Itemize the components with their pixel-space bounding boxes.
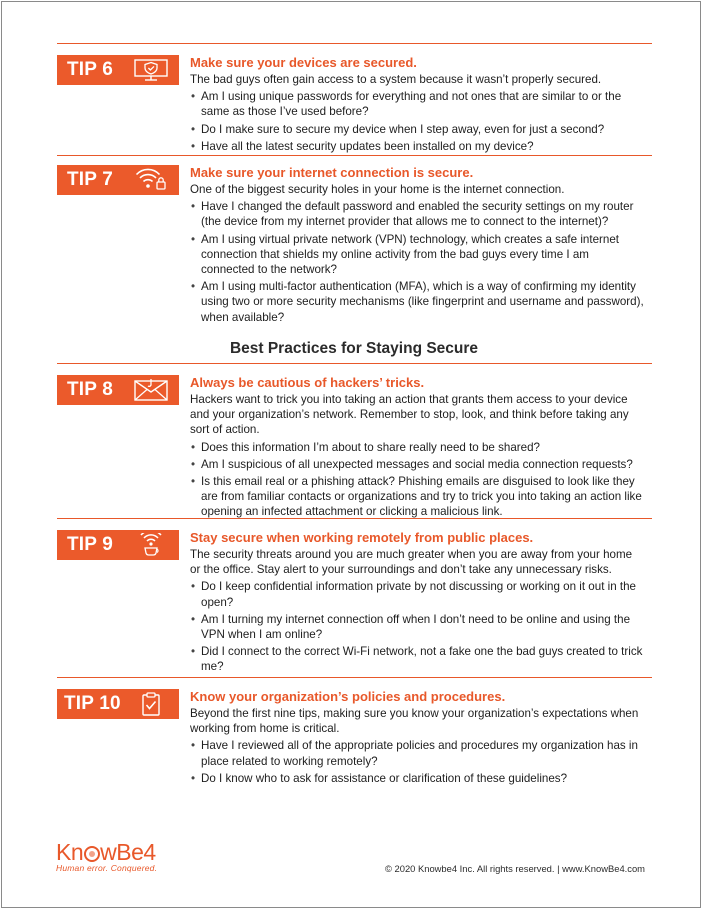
list-item: • Do I keep confidential information private by not discussing or working on it out in the open?: [190, 579, 645, 609]
list-item: • Do I know who to ask for assistance or clarification of these guidelines?: [190, 771, 645, 786]
divider: [57, 518, 652, 519]
wifi-lock-icon: [133, 168, 169, 192]
list-item: • Am I using unique passwords for everything and not ones that are similar to or the same as those I’ve used before?: [190, 89, 645, 119]
tip-badge-label: TIP 10: [64, 693, 121, 714]
tip-badge: [57, 55, 179, 85]
list-item: • Am I using virtual private network (VPN) technology, which creates a safe internet connection that shields my online activity from the bad guys every time I am connected to the network?: [190, 232, 645, 278]
list-item: • Did I connect to the correct Wi-Fi network, not a fake one the bad guys created to trick me?: [190, 644, 645, 674]
divider: [57, 155, 652, 156]
list-item: • Is this email real or a phishing attack? Phishing emails are disguised to look like they are from familiar contacts or organizations and try to trick you into taking an action like opening an infected attachment or clicking a malicious link.: [190, 474, 645, 520]
tip-bullets: [190, 440, 645, 520]
list-item: • Do I make sure to secure my device when I step away, even for just a second?: [190, 122, 645, 137]
tip-intro: One of the biggest security holes in your home is the internet connection.: [190, 183, 565, 196]
envelope-hook-icon: [133, 378, 169, 402]
tip-badge-label: TIP 8: [67, 379, 114, 400]
list-item: • Does this information I’m about to share really need to be shared?: [190, 440, 645, 455]
tip-bullets: [190, 89, 645, 154]
list-item: • Have I reviewed all of the appropriate policies and procedures my organization has in place related to working remotely?: [190, 738, 645, 768]
tip-title: Stay secure when working remotely from public places.: [190, 530, 534, 545]
knowbe4-logo: [56, 840, 157, 873]
copyright-footer: © 2020 Knowbe4 Inc. All rights reserved. | www.KnowBe4.com: [385, 863, 645, 874]
divider: [57, 677, 652, 678]
clipboard-check-icon: [133, 692, 169, 716]
monitor-shield-icon: [133, 58, 169, 82]
tip-intro: The bad guys often gain access to a system because it wasn’t properly secured.: [190, 73, 602, 86]
tip-title: Always be cautious of hackers’ tricks.: [190, 375, 425, 390]
logo-wordmark: [56, 840, 157, 864]
wifi-coffee-icon: [133, 533, 169, 557]
logo-text-end: wBe4: [100, 839, 156, 865]
list-item: • Have all the latest security updates been installed on my device?: [190, 139, 645, 154]
logo-o-icon: [84, 846, 100, 862]
list-item: • Am I suspicious of all unexpected messages and social media connection requests?: [190, 457, 645, 472]
tip-badge: [57, 165, 179, 195]
tip-title: Make sure your internet connection is secure.: [190, 165, 474, 180]
list-item: • Have I changed the default password and enabled the security settings on my router (the device from my internet provider that allows me to connect to the internet)?: [190, 199, 645, 229]
section-heading: Best Practices for Staying Secure: [229, 340, 479, 357]
tip-bullets: [190, 579, 645, 674]
tip-title: Make sure your devices are secured.: [190, 55, 417, 70]
list-item: • Am I turning my internet connection off when I don’t need to be online and using the VPN when I am online?: [190, 612, 645, 642]
tip-intro: The security threats around you are much greater when you are away from your home or the office. Stay alert to your surroundings and don’t take any unnecessary risks.: [190, 548, 633, 577]
tip-badge: [57, 375, 179, 405]
logo-tagline: Human error. Conquered.: [56, 863, 158, 873]
tip-badge: [57, 689, 179, 719]
divider: [57, 43, 652, 44]
logo-text-start: Kn: [56, 839, 84, 865]
tip-bullets: [190, 738, 645, 786]
divider: [57, 363, 652, 364]
tip-intro: Beyond the first nine tips, making sure you know your organization’s expectations when working from home is critical.: [190, 707, 639, 736]
tip-badge-label: TIP 7: [67, 169, 114, 190]
tip-intro: Hackers want to trick you into taking an action that grants them access to your device and your organization’s network. Remember to stop, look, and think before taking any sort of action.: [190, 393, 629, 437]
tip-title: Know your organization’s policies and procedures.: [190, 689, 506, 704]
tip-bullets: [190, 199, 645, 325]
tip-badge-label: TIP 9: [67, 534, 114, 555]
tip-badge-label: TIP 6: [67, 59, 114, 80]
tip-badge: [57, 530, 179, 560]
document-page: [1, 1, 701, 908]
list-item: • Am I using multi-factor authentication (MFA), which is a way of confirming my identity using two or more security mechanisms (like fingerprint and username and password), when available?: [190, 279, 645, 325]
